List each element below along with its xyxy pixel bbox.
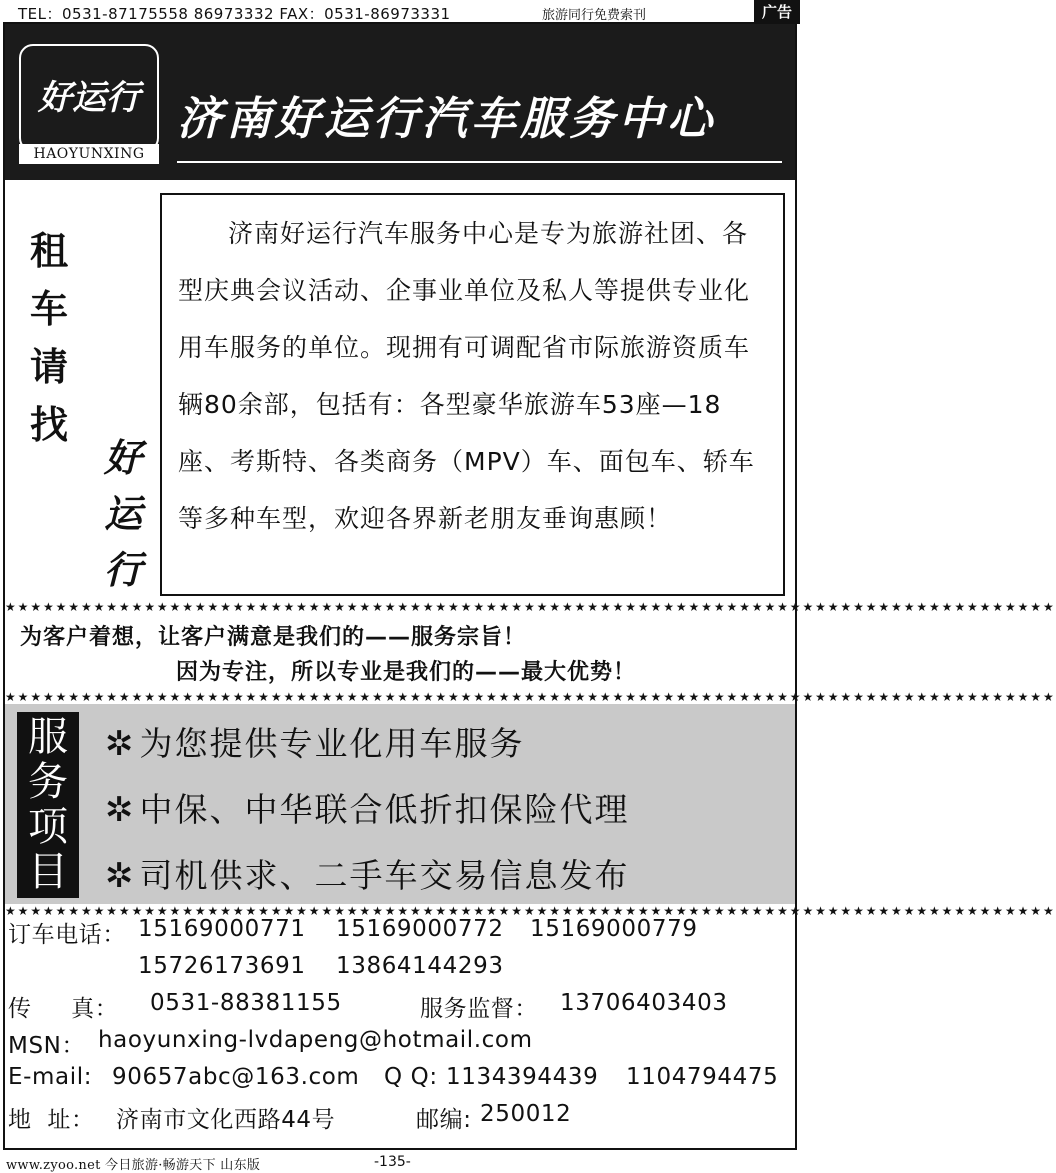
postcode-label: 邮编:	[416, 1107, 472, 1133]
service-item-text: 中保、中华联合低折扣保险代理	[139, 790, 630, 829]
star-divider-top: ★★★★★★★★★★★★★★★★★★★★★★★★★★★★★★★★★★★★★★★★★★★★★★★★★★★★★★★★★★★★★★★★★★★★★★★★★★★★★★★★★★★	[5, 600, 1056, 614]
logo-text: 好运行	[38, 78, 140, 118]
qq-number: 1134394439	[446, 1064, 599, 1090]
service-item-text: 司机供求、二手车交易信息发布	[139, 856, 630, 895]
phone-number: 15169000771	[138, 916, 306, 942]
booking-label: 订车电话：	[8, 922, 126, 948]
qq-number: 1104794475	[626, 1064, 779, 1090]
ad-tag: 广告	[754, 0, 800, 24]
top-bar	[0, 0, 800, 24]
services-label-char: 项	[28, 804, 68, 850]
service-item	[105, 784, 630, 831]
slogan-advantage: 因为专注，所以专业是我们的——最大优势！	[176, 660, 637, 685]
side-char: 行	[103, 547, 142, 592]
service-item	[105, 850, 630, 897]
side-char: 租	[29, 228, 68, 273]
publication-name: 旅游同行免费索刊	[542, 8, 647, 23]
footer-site: www.zyoo.net 今日旅游·畅游天下 山东版	[6, 1158, 261, 1173]
intro-box	[160, 193, 785, 596]
email-label: E-mail:	[8, 1064, 93, 1090]
intro-paragraph: 济南好运行汽车服务中心是专为旅游社团、各型庆典会议活动、企事业单位及私人等提供专业化用车服务的单位。现拥有可调配省市际旅游资质车辆80余部，包括有：各型豪华旅游车53座—18座、考斯特、各类商务（MPV）车、面包车、轿车等多种车型，欢迎各界新老朋友垂询惠顾！	[178, 219, 755, 533]
side-slogan-brand	[102, 430, 144, 598]
logo-pinyin: HAOYUNXING	[19, 144, 159, 164]
address-label: 地 址：	[8, 1107, 95, 1133]
side-slogan-rent	[28, 222, 70, 454]
side-char: 找	[29, 402, 68, 447]
service-item-text: 为您提供专业化用车服务	[139, 724, 525, 763]
postcode: 250012	[480, 1101, 572, 1127]
services-label-char: 服	[28, 714, 68, 760]
fax-label: 传 真：	[8, 996, 119, 1022]
page-footer	[0, 1152, 800, 1172]
services-panel	[5, 704, 795, 904]
sparkle-icon: ✲	[105, 790, 136, 830]
phone-number: 15169000772	[336, 916, 504, 942]
email-address: 90657abc@163.com	[112, 1064, 360, 1090]
side-char: 车	[29, 286, 68, 331]
qq-label: Q Q:	[384, 1064, 438, 1090]
fax-number: 0531-88381155	[150, 990, 342, 1016]
header-divider	[177, 161, 782, 163]
supervision-label: 服务监督：	[420, 996, 538, 1022]
services-label-char: 目	[28, 849, 68, 895]
sparkle-icon: ✲	[105, 724, 136, 764]
services-label	[17, 712, 79, 898]
slogan-service: 为客户着想，让客户满意是我们的——服务宗旨！	[20, 625, 527, 650]
service-item	[105, 718, 525, 765]
logo	[19, 44, 159, 152]
address-text: 济南市文化西路44号	[116, 1107, 336, 1133]
page-number: -135-	[374, 1154, 411, 1170]
publisher-contact: TEL：0531-87175558 86973332 FAX：0531-86973331	[18, 5, 451, 23]
sparkle-icon: ✲	[105, 856, 136, 896]
header-banner	[5, 24, 795, 180]
phone-number: 15726173691	[138, 953, 306, 979]
side-char: 请	[29, 344, 68, 389]
supervision-number: 13706403403	[560, 990, 728, 1016]
services-label-char: 务	[28, 759, 68, 805]
star-divider-middle: ★★★★★★★★★★★★★★★★★★★★★★★★★★★★★★★★★★★★★★★★★★★★★★★★★★★★★★★★★★★★★★★★★★★★★★★★★★★★★★★★★★★	[5, 690, 1056, 704]
side-char: 好	[103, 435, 142, 480]
company-title: 济南好运行汽车服务中心	[177, 92, 717, 145]
msn-label: MSN：	[8, 1033, 86, 1059]
msn-address: haoyunxing-lvdapeng@hotmail.com	[98, 1027, 533, 1053]
star-divider-bottom: ★★★★★★★★★★★★★★★★★★★★★★★★★★★★★★★★★★★★★★★★★★★★★★★★★★★★★★★★★★★★★★★★★★★★★★★★★★★★★★★★★★★	[5, 904, 1056, 918]
phone-number: 15169000779	[530, 916, 698, 942]
phone-number: 13864144293	[336, 953, 504, 979]
side-char: 运	[103, 491, 142, 536]
